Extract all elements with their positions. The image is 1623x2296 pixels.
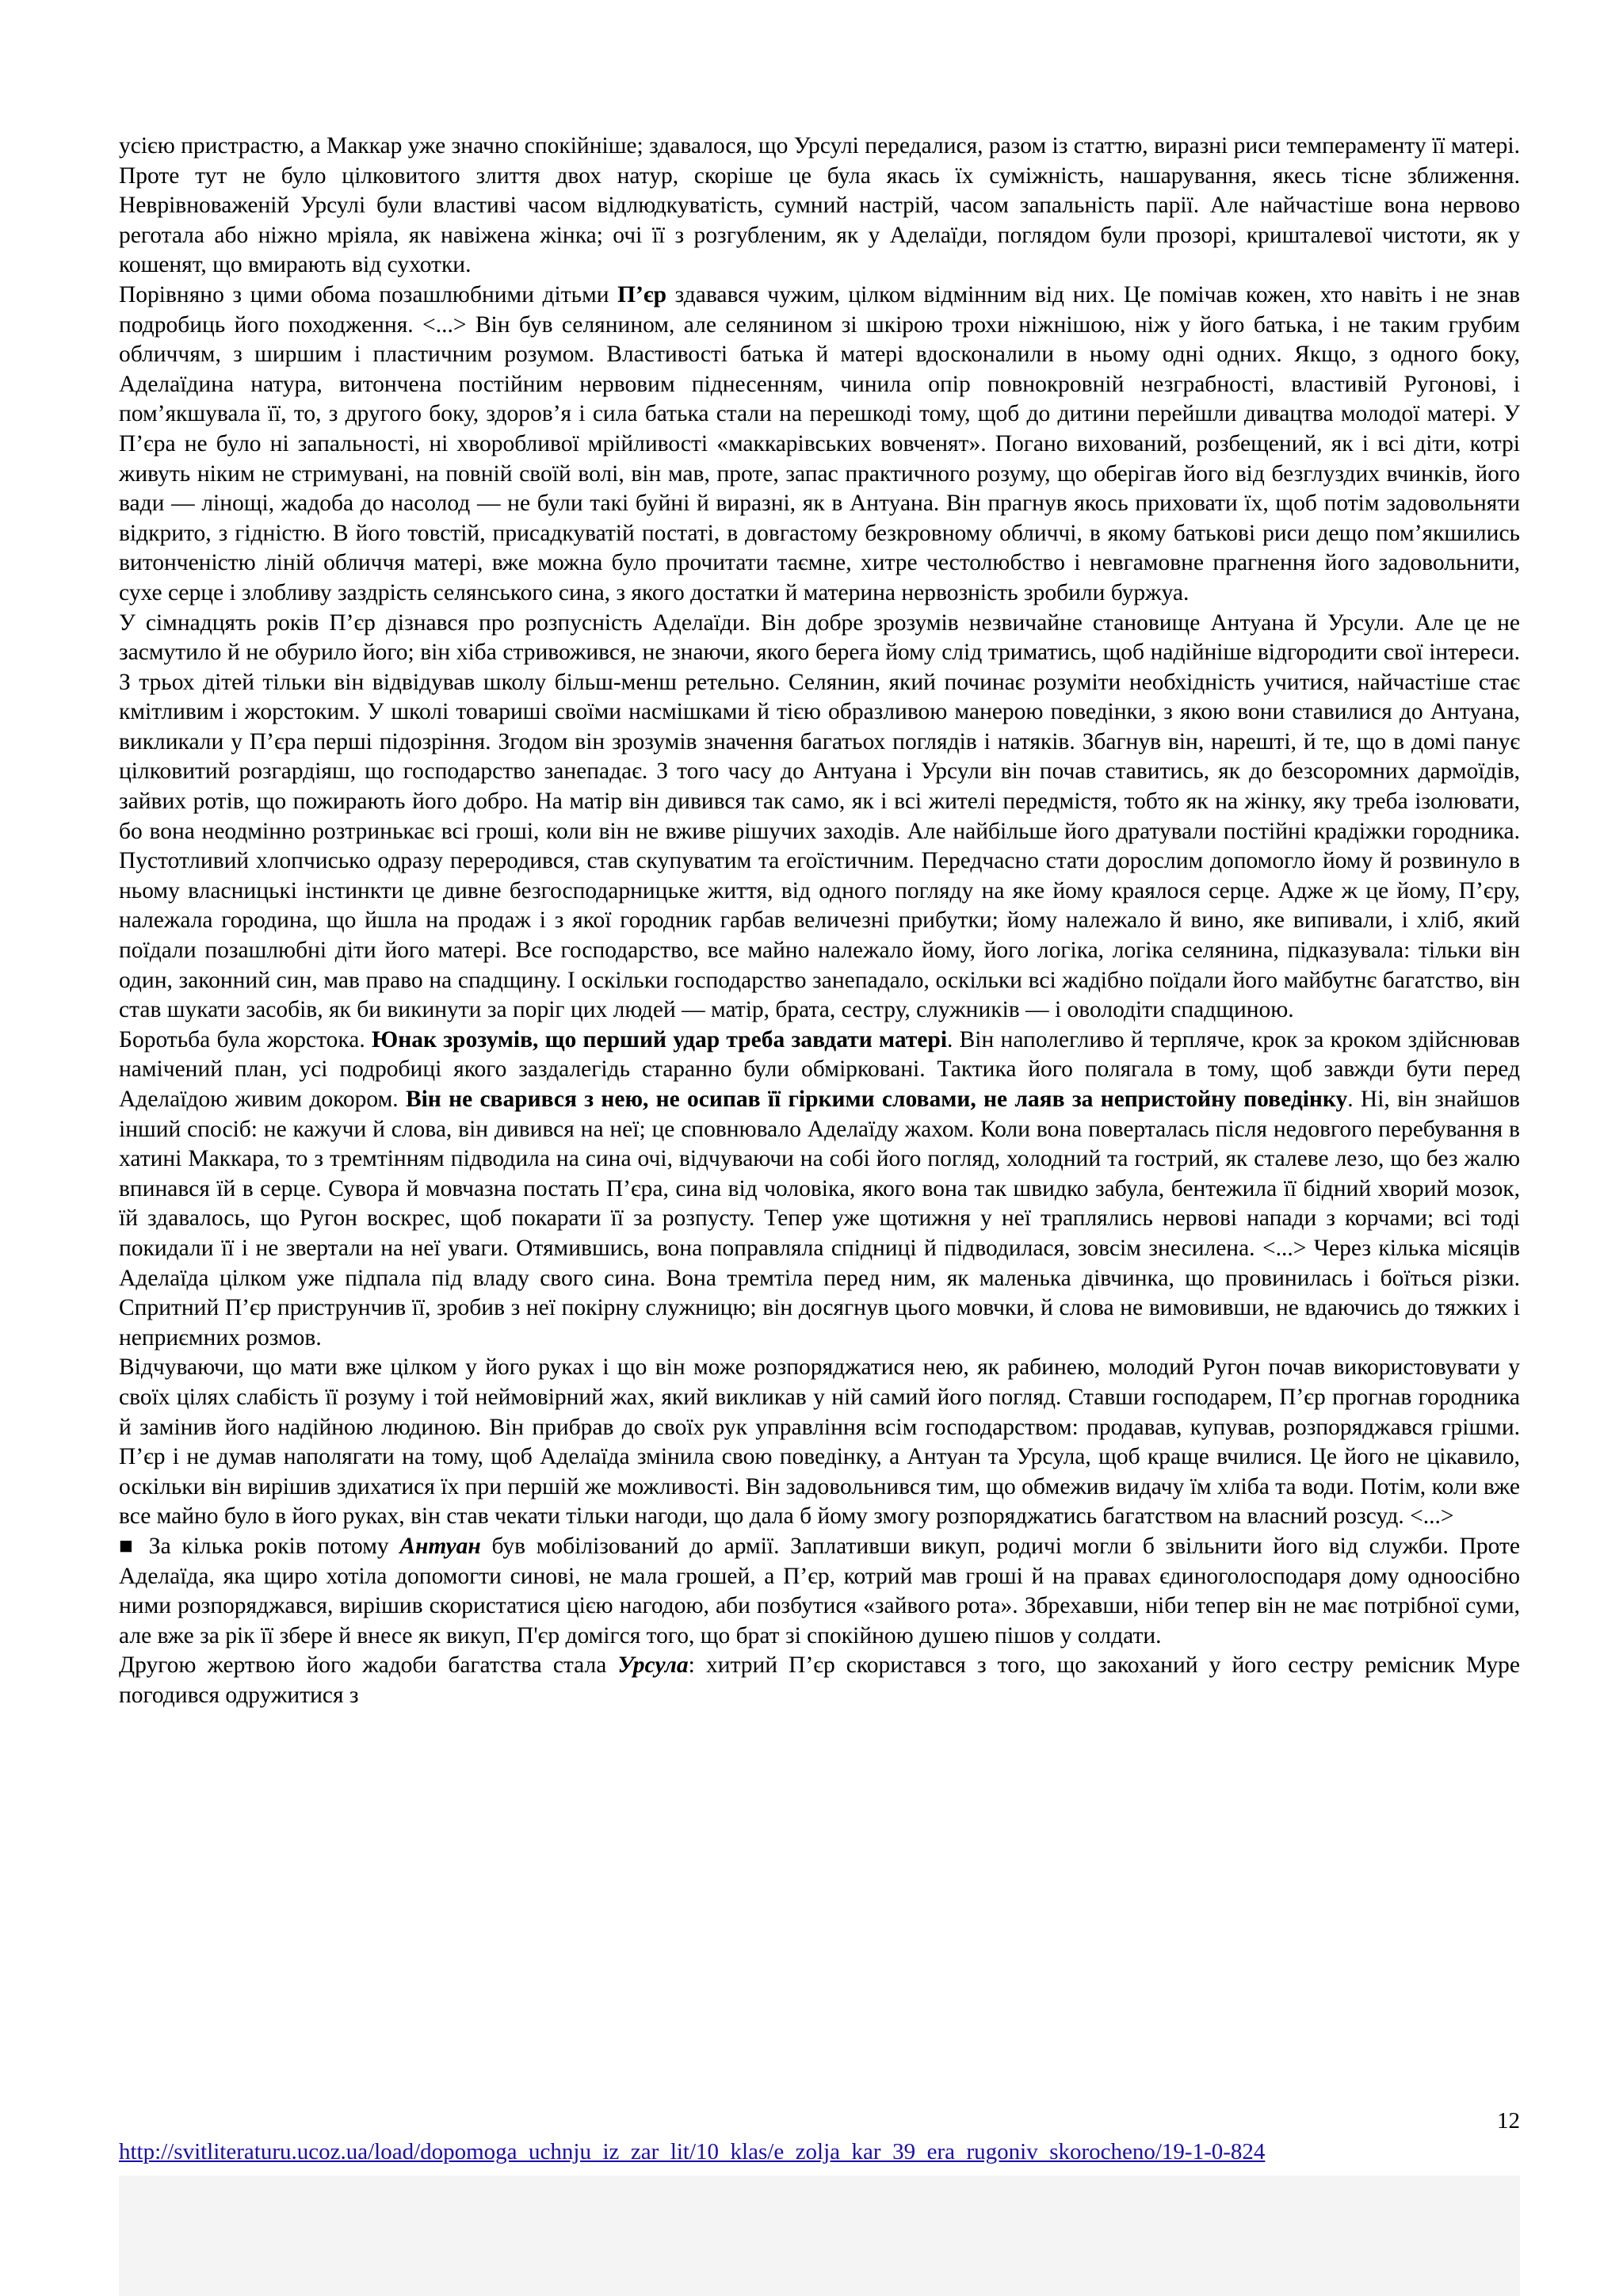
- emphasis-run: П’єр: [617, 281, 667, 308]
- paragraph: [119, 1532, 1526, 1651]
- text-run: здавався чужим, цілком відмінним від них. Це помічав кожен, хто навіть і не знав подробиць його походження. <...> Він був селянином, але селянином зі шкірою трохи ніжнішою, ніж у його батька, і не таким грубим обличчям, з ширшим і пластичним розумом. Властивості батька й матері вдосконалили в ньому одні одних. Якщо, з одного боку, Аделаїдина натура, витончена постійним нервовим піднесенням, чинила опір повнокровній незграбності, властивій Ругонові, і пом’якшувала її, то, з другого боку, здоров’я і сила батька стали на перешкоді тому, щоб до дитини перейшли дивацтва молодої матері. У П’єра не було ні запальності, ні хворобливої мрійливості «маккарівських вовченят». Погано вихований, розбещений, як і всі діти, котрі живуть ніким не стримувані, на повній своїй волі, він мав, проте, запас практичного розуму, що оберігав його від безглуздих вчинків, його вади — лінощі, жадоба до насолод — не були такі буйні й виразні, як в Антуана. Він прагнув якось приховати їх, щоб потім задовольняти відкрито, з гідністю. В його товстій, присадкуватій постаті, в довгастому безкровному обличчі, в якому батькові риси дещо пом’якшились витонченістю ліній обличчя матері, вже можна було прочитати таємне, хитре честолюбство і невгамовне прагнення його задовольнити, сухе серце і злобливу заздрість селянського сина, з якого достатки й материна нервозність зробили буржуа.: [119, 281, 1526, 606]
- text-run: Порівняно з цими обома позашлюбними дітьми: [119, 281, 618, 308]
- text-run: був мобілізований до армії. Заплативши викуп, родичі могли б звільнити його від служби. Проте Аделаїда, яка щиро хотіла допомогти синові, не мала грошей, а П’єр, котрий мав гроші й на правах єдиноголосподаря дому одноосібно ними розпоряджався, вирішив скористатися цією нагодою, аби позбутися «зайвого рота». Збрехавши, ніби тепер він не має потрібної суми, але вже за рік її збере й внесе як викуп, П'єр домігся того, що брат зі спокійною душею пішов у солдати.: [119, 1533, 1526, 1648]
- text-run: Боротьба була жорстока.: [119, 1026, 372, 1052]
- emphasis-run: Він не сварився з нею, не осипав її гіркими словами, не лаяв за непристойну поведінку: [405, 1087, 1348, 1112]
- emphasis-run: Юнак зрозумів, що перший удар треба завдати матері: [372, 1026, 948, 1052]
- paragraph: [119, 281, 1526, 609]
- text-run: . Ні, він знайшов інший спосіб: не кажучи й слова, він дивився на неї; це сповнювало Аделаїду жахом. Коли вона поверталась після недовгого перебування в хатині Маккара, то з тремтінням підводила на сина очі, відчуваючи на собі його погляд, холодний та гострий, як сталеве лезо, що без жалю впинався їй в серце. Сувора й мовчазна постать П’єра, сина від чоловіка, якого вона так швидко забула, бентежила її бідний хворий мозок, їй здавалось, що Ругон воскрес, щоб покарати її за розпусту. Тепер уже щотижня у неї траплялись нервові напади з корчами; всі тоді покидали її і не звертали на неї уваги. Отямившись, вона поправляла спідниці й підводилася, зовсім знесилена. <...> Через кілька місяців Аделаїда цілком уже підпала під владу свого сина. Вона тремтіла перед ним, як маленька дівчинка, що провинилась і боїться різки. Спритний П’єр приструнчив її, зробив з неї покірну служницю; він досягнув цього мовчки, й слова не вимовивши, не вдаючись до тяжких і неприємних розмов.: [119, 1087, 1526, 1350]
- paragraph: [119, 609, 1526, 1026]
- emphasis-run: Урсула: [617, 1652, 689, 1679]
- footer-band: [119, 2176, 1520, 2296]
- text-run: Другою жертвою його жадоби багатства стала: [119, 1652, 618, 1679]
- paragraph: [119, 132, 1526, 281]
- paragraph: [119, 1651, 1526, 1710]
- text-run: ■ За кілька років потому: [119, 1533, 400, 1559]
- text-run: : хитрий П’єр скористався з того, що закоханий у його сестру ремісник Муре погодився одружитися з: [119, 1652, 1526, 1708]
- text-run: усією пристрастю, а Маккар уже значно спокійніше; здавалося, що Урсулі передалися, разом із статтю, виразні риси темпераменту її матері. Проте тут не було цілковитого злиття двох натур, скоріше це була якась їх суміжність, нашарування, якесь тісне зближення. Неврівноваженій Урсулі були властиві часом відлюдкуватість, сумний настрій, часом запальність парії. Але найчастіше вона нервово реготала або ніжно мріяла, як навіжена жінка; очі її з розгубленим, як у Аделаїди, поглядом були прозорі, кришталевої чистоти, як у кошенят, що вмирають від сухотки.: [119, 133, 1526, 278]
- paragraph: [119, 1353, 1526, 1532]
- emphasis-run: Антуан: [399, 1533, 481, 1559]
- document-body: [119, 132, 1526, 1710]
- text-run: У сімнадцять років П’єр дізнався про розпусність Аделаїди. Він добре зрозумів незвичайне становище Антуана й Урсули. Але це не засмутило й не обурило його; він хіба стривожився, не знаючи, якого берега йому слід триматись, щоб надійніше відгородити свої інтереси. З трьох дітей тільки він відвідував школу більш-менш ретельно. Селянин, який починає розуміти необхідність учитися, найчастіше стає кмітливим і жорстоким. У школі товариші своїми насмішками й тією образливою манерою поведінки, з якою вони ставилися до Антуана, викликали у П’єра перші підозріння. Згодом він зрозумів значення багатьох поглядів і натяків. Збагнув він, нарешті, й те, що в домі панує цілковитий розгардіяш, що господарство занепадає. З того часу до Антуана і Урсули він почав ставитись, як до безсоромних дармоїдів, зайвих ротів, що пожирають його добро. На матір він дивився так само, як і всі жителі передмістя, тобто як на жінку, яку треба ізолювати, бо вона неодмінно розтринькає всі гроші, коли він не вживе рішучих заходів. Але найбільше його дратували постійні крадіжки городника. Пустотливий хлопчисько одразу переродився, став скупуватим та егоїстичним. Передчасно стати дорослим допомогло йому й розвинуло в ньому власницькі інстинкти це дивне безгосподарницьке життя, від одного погляду на яке йому краялося серце. Адже ж це йому, П’єру, належала городина, що йшла на продаж і з якої городник гарбав величезні прибутки; йому належало й вино, яке випивали, і хліб, який поїдали позашлюбні діти його матері. Все господарство, все майно належало йому, його логіка, логіка селянина, підказувала: тільки він один, законний син, мав право на спадщину. І оскільки господарство занепадало, оскільки всі жадібно поїдали його майбутнє багатство, він став шукати засобів, як би викинути за поріг цих людей — матір, брата, сестру, служників — і оволодіти спадщиною.: [119, 609, 1526, 1023]
- source-link[interactable]: http://svitliteraturu.ucoz.ua/load/dopomoga_uchnju_iz_zar_lit/10_klas/e_zolja_kar_39_era_rugoniv_skorocheno/19-1-0-824: [119, 2139, 1266, 2164]
- page-number: 12: [1497, 2108, 1520, 2134]
- text-run: Відчуваючи, що мати вже цілком у його руках і що він може розпоряджатися нею, як рабинею, молодий Ругон почав використовувати у своїх цілях слабість її розуму і той неймовірний жах, який викликав у ній самий його погляд. Ставши господарем, П’єр прогнав городника й замінив його надійною людиною. Він прибрав до своїх рук управління всім господарством: продавав, купував, розпоряджався грішми. П’єр і не думав наполягати на тому, щоб Аделаїда змінила свою поведінку, а Антуан та Урсула, щоб краще вчилися. Це його не цікавило, оскільки він вирішив здихатися їх при першій же можливості. Він задовольнився тим, що обмежив видачу їм хліба та води. Потім, коли вже все майно було в його руках, він став чекати тільки нагоди, що дала б йому змогу розпоряджатись багатством на власний розсуд. <...>: [119, 1354, 1526, 1530]
- text-run: . Він наполегливо й терпляче, крок за кроком здійснював намічений план, усі подробиці якого заздалегідь старанно були обмірковані. Тактика його полягала в тому, щоб завжди бути перед Аделаїдою живим докором.: [119, 1026, 1526, 1112]
- paragraph: [119, 1026, 1526, 1354]
